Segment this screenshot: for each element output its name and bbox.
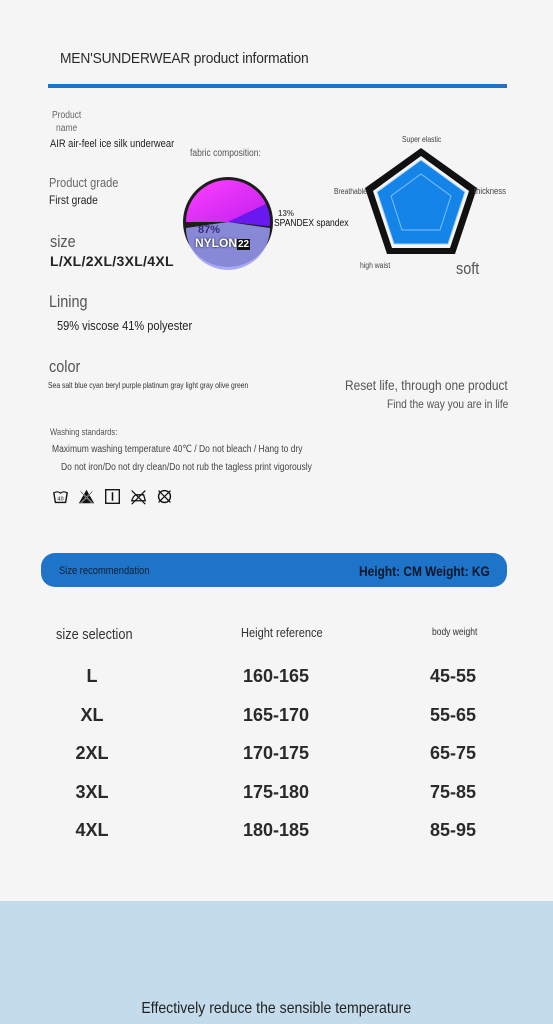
weight-cell: 85-95 xyxy=(429,820,477,840)
washing-label: Washing standards: xyxy=(50,427,118,437)
size-label: size xyxy=(50,232,76,251)
product-name-label-2: name xyxy=(56,123,78,134)
product-name-label-1: Product xyxy=(52,110,82,121)
color-label: color xyxy=(49,357,81,376)
weight-cell: 45-55 xyxy=(429,666,477,686)
footer-text-wrap xyxy=(0,1000,553,1018)
wash-temp-text: 40 xyxy=(57,496,64,503)
size-value: L/XL/2XL/3XL/4XL xyxy=(50,253,174,269)
product-grade-label: Product grade xyxy=(49,175,119,190)
header-height-reference: Height reference xyxy=(241,625,323,640)
header-size-selection: size selection xyxy=(56,626,133,643)
no-iron-icon xyxy=(130,488,147,505)
size-recommendation-label: Size recommendation xyxy=(59,565,150,577)
washing-line-1: Maximum washing temperature 40℃ / Do not bleach / Hang to dry xyxy=(52,444,303,455)
size-cell: L xyxy=(86,666,98,686)
nylon-number: 22 xyxy=(238,239,250,250)
hang-dry-icon xyxy=(104,488,121,505)
lining-label: Lining xyxy=(49,292,88,311)
radar-label-soft: soft xyxy=(456,259,480,278)
weight-cell: 65-75 xyxy=(429,743,477,763)
size-cell: 2XL xyxy=(75,743,109,763)
product-name-value: AIR air-feel ice silk underwear xyxy=(50,138,175,150)
radar-label-thickness: thickness xyxy=(474,186,506,196)
nylon-label-group xyxy=(195,236,250,250)
title-divider xyxy=(48,84,507,88)
height-cell: 165-170 xyxy=(242,705,310,725)
size-units-label: Height: CM Weight: KG xyxy=(359,563,490,579)
nylon-label: NYLON xyxy=(195,236,237,250)
washing-line-2: Do not iron/Do not dry clean/Do not rub the tagless print vigorously xyxy=(61,462,312,473)
spandex-label: SPANDEX spandex xyxy=(274,218,349,229)
height-cell: 160-165 xyxy=(242,666,310,686)
height-cell: 180-185 xyxy=(242,820,310,840)
slogan-line-2: Find the way you are in life xyxy=(387,397,509,411)
fabric-composition-label: fabric composition: xyxy=(190,148,261,159)
size-cell: 4XL xyxy=(75,820,109,840)
color-value: Sea salt blue cyan beryl purple platinum gray light gray olive green xyxy=(48,381,249,390)
spandex-percent: 13% xyxy=(278,209,295,218)
radar-label-super-elastic: Super elastic xyxy=(402,135,442,144)
height-cell: 175-180 xyxy=(242,782,310,802)
product-grade-value: First grade xyxy=(49,193,98,207)
composition-pie xyxy=(180,173,280,273)
radar-label-breathable: Breathable xyxy=(334,187,367,196)
size-cell: 3XL xyxy=(75,782,109,802)
lining-value: 59% viscose 41% polyester xyxy=(57,318,193,333)
height-cell: 170-175 xyxy=(242,743,310,763)
radar-chart xyxy=(355,140,485,265)
header-body-weight: body weight xyxy=(432,627,478,638)
wash-40-icon xyxy=(52,488,69,505)
weight-cell: 55-65 xyxy=(429,705,477,725)
radar-label-high-waist: high waist xyxy=(360,261,391,270)
page-title: MEN'SUNDERWEAR product information xyxy=(60,50,309,67)
care-icons xyxy=(52,488,173,505)
slogan-line-1: Reset life, through one product xyxy=(345,377,508,393)
weight-cell: 75-85 xyxy=(429,782,477,802)
no-dry-clean-icon xyxy=(156,488,173,505)
nylon-percent: 87% xyxy=(198,224,221,236)
footer-text: Effectively reduce the sensible temperature xyxy=(141,1000,412,1017)
size-cell: XL xyxy=(80,705,104,725)
no-bleach-icon xyxy=(78,488,95,505)
